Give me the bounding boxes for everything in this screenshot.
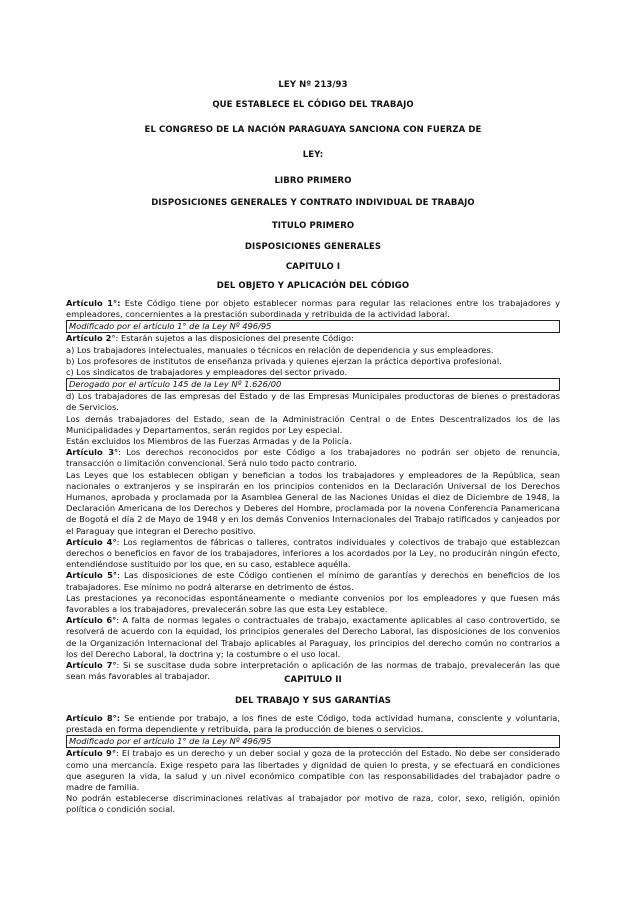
chapter-2-name: DEL TRABAJO Y SUS GARANTÍAS xyxy=(235,696,391,706)
article-4: Artículo 4°: Los reglamentos de fábricas o talleres, contratos individuales y colectivos de trabajo que establezcan derechos o beneficios en favor de los trabajadores, inferiores a los acordados por la Ley, no producirán ningún efecto, entendiéndose sustituido por los que, en su caso, establece aquélla. xyxy=(66,536,560,570)
article-2-item-b: b) Los profesores de institutos de enseñanza privada y quienes ejerzan la práctica deportiva profesional. xyxy=(66,355,502,366)
book-title: DISPOSICIONES GENERALES Y CONTRATO INDIVIDUAL DE TRABAJO xyxy=(151,198,475,208)
article-2-paragraph-f: Están excluidos los Miembros de las Fuerzas Armadas y de la Policía. xyxy=(66,436,352,447)
article-6: Artículo 6°: A falta de normas legales o contractuales de trabajo, exactamente aplicables al caso controvertido, se resolverá de acuerdo con la equidad, los principios generales del Derecho Laboral, las disposiciones de los convenios de la Organización Internacional del Trabajo aplicables al Paraguay, los principios del derecho común no contrarios a los del Derecho Laboral, la doctrina y; la costumbre o el uso local. xyxy=(66,615,560,659)
article-2-item-a: a) Los trabajadores intelectuales, manuales o técnicos en relación de dependencia y sus empleadores. xyxy=(66,344,494,355)
chapter-1-body xyxy=(66,298,560,683)
article-7: Artículo 7°: Si se suscitase duda sobre interpretación o aplicación de las normas de trabajo, prevalecerán las que sean más favorables al trabajador. xyxy=(66,660,560,682)
chapter-2-body xyxy=(66,713,560,816)
article-9-paragraph: No podrán establecerse discriminaciones relativas al trabajador por motivo de raza, color, sexo, religión, opinión política o condición social. xyxy=(66,793,560,815)
article-2-item-d: d) Los trabajadores de las empresas del Estado y de las Empresas Municipales productoras de bienes o prestadoras de Servicios. xyxy=(66,391,560,413)
article-3-paragraph: Las Leyes que los establecen obligan y benefician a todos los trabajadores y empleadores de la República, sean nacionales o extranjeros y se inspirarán en los principios contenidos en la Declaración Universal de los Derechos Humanos, aprobada y proclamada por la Asamblea General de las Naciones Unidas el diez de Diciembre de 1948, la Declaración Americana de los Derechos y Deberes del Hombre, proclamada por la novena Conferencia Panamericana de Bogotá el día 2 de Mayo de 1948 y en los demás Convenios Internacionales del Trabajo ratificados y canjeados por el Paraguay que integran el Derecho positivo. xyxy=(66,469,560,536)
derogation-note: Derogado por el artículo 145 de la Ley Nº 1.626/00 xyxy=(66,378,560,391)
article-2-item-c: c) Los sindicatos de trabajadores y empleadores del sector privado. xyxy=(66,367,348,378)
article-3: Artículo 3°: Los derechos reconocidos por este Código a los trabajadores no podrán ser objeto de renuncia, transacción o limitación convencional. Será nulo todo pacto contrario. xyxy=(66,447,560,469)
article-9: Artículo 9°: El trabajo es un derecho y un deber social y goza de la protección del Estado. No debe ser considerado como una mercancía. Exige respeto para las libertades y dignidad de quien lo presta, y se efectuará en condiciones que aseguren la vida, la salud y un nivel económico compatible con las responsabilidades del trabajador padre o madre de familia. xyxy=(66,748,560,793)
law-title: QUE ESTABLECE EL CÓDIGO DEL TRABAJO xyxy=(212,100,414,110)
modification-note: Modificado por el artículo 1° de la Ley Nº 496/95 xyxy=(66,320,560,333)
title-heading: TITULO PRIMERO xyxy=(271,221,355,231)
article-5-paragraph: Las prestaciones ya reconocidas espontáneamente o mediante convenios por los empleadores y que fuesen más favorables a los trabajadores, prevalecerán sobre las que esta Ley establece. xyxy=(66,592,560,615)
book-heading: LIBRO PRIMERO xyxy=(274,176,352,186)
law-number: LEY Nº 213/93 xyxy=(278,80,348,90)
chapter-1-name: DEL OBJETO Y APLICACIÓN DEL CÓDIGO xyxy=(216,281,410,291)
article-1: Artículo 1°: Este Código tiene por objeto establecer normas para regular las relaciones entre los trabajadores y empleadores, concernientes a la prestación subordinada y retribuida de la actividad laboral. xyxy=(66,298,560,320)
article-8: Artículo 8°: Se entiende por trabajo, a los fines de este Código, toda actividad humana, consciente y voluntaria, prestada en forma dependiente y retribuida, para la producción de bienes o servicios. xyxy=(66,713,560,735)
article-2: Artículo 2°: Estarán sujetos a las disposiciones del presente Código: xyxy=(66,333,354,344)
title-name: DISPOSICIONES GENERALES xyxy=(244,242,382,252)
article-2-paragraph-e: Los demás trabajadores del Estado, sean de la Administración Central o de Entes Descentralizados los de las Municipalidades y Departamentos, serán regidos por Ley especial. xyxy=(66,413,560,435)
congress-line-1: EL CONGRESO DE LA NACIÓN PARAGUAYA SANCIONA CON FUERZA DE xyxy=(144,125,482,135)
modification-note: Modificado por el artículo 1° de la Ley Nº 496/95 xyxy=(66,735,560,748)
chapter-1-heading: CAPITULO I xyxy=(285,262,341,272)
congress-line-2: LEY: xyxy=(302,150,324,160)
article-5: Artículo 5°: Las disposiciones de este Código contienen el mínimo de garantías y derechos en beneficios de los trabajadores. Ese mínimo no podrá alterarse en detrimento de éstos. xyxy=(66,570,560,592)
chapter-2-heading: CAPITULO II xyxy=(284,675,342,685)
